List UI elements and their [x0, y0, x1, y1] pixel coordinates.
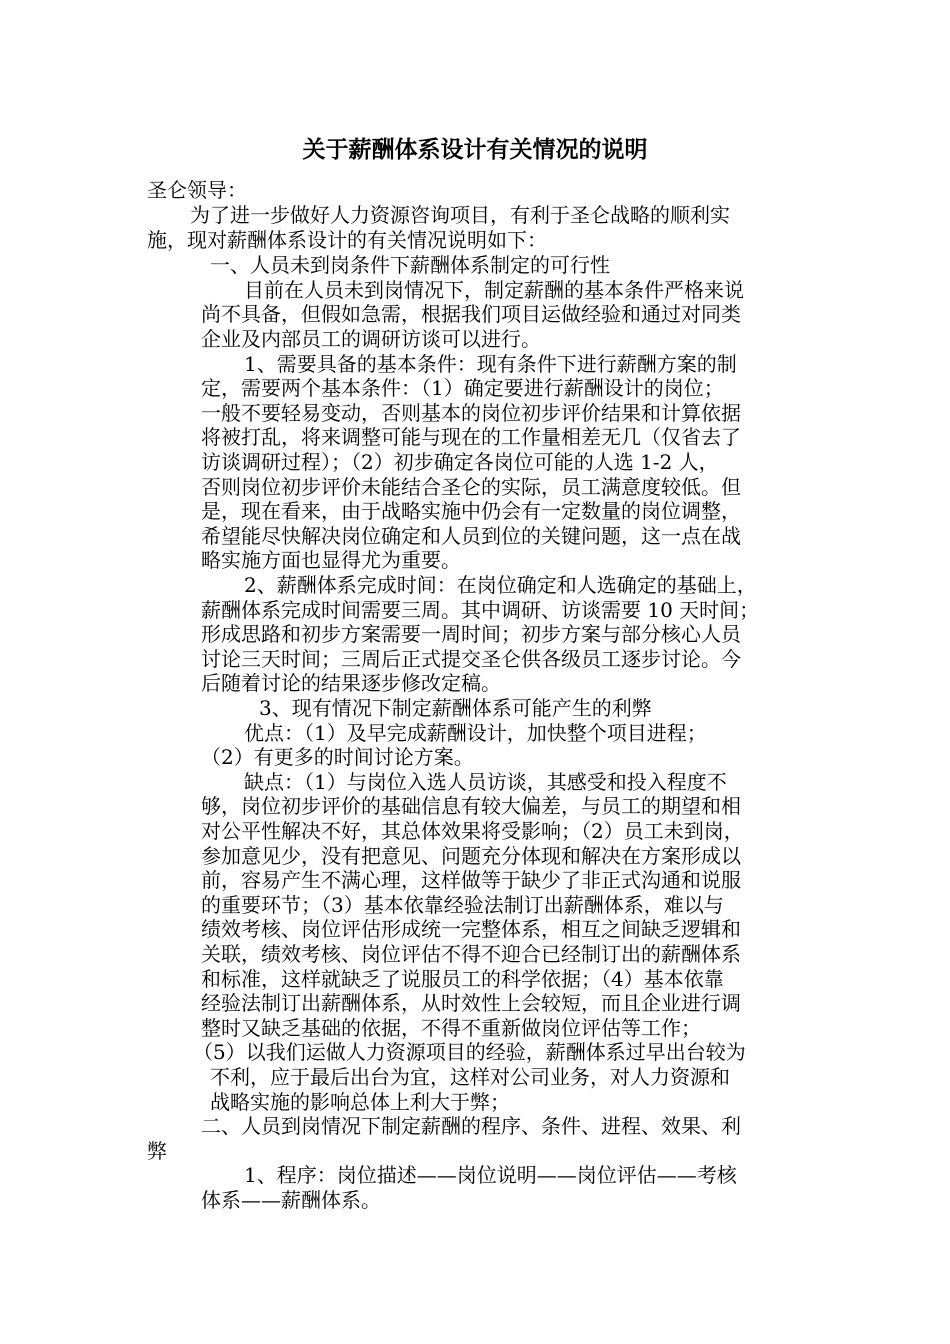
section-heading-2-continued: 弊	[147, 1139, 167, 1163]
paragraph-line: 不利，应于最后出台为宜，这样对公司业务，对人力资源和	[210, 1065, 730, 1089]
paragraph-line: 为了进一步做好人力资源咨询项目，有利于圣仑战略的顺利实	[190, 203, 730, 227]
paragraph-line: 缺点：（1）与岗位入选人员访谈，其感受和投入程度不	[244, 770, 727, 794]
paragraph-line: 够，岗位初步评价的基础信息有较大偏差，与员工的期望和相	[201, 794, 741, 818]
paragraph-line: 前，容易产生不满心理，这样做等于缺少了非正式沟通和说服	[201, 868, 741, 892]
paragraph-line: 的重要环节；（3）基本依靠经验法制订出薪酬体系，难以与	[201, 893, 724, 917]
paragraph-line: 是，现在看来，由于战略实施中仍会有一定数量的岗位调整，	[201, 499, 741, 523]
paragraph-line: 2、薪酬体系完成时间：在岗位确定和人选确定的基础上，	[244, 573, 757, 597]
paragraph-line: 希望能尽快解决岗位确定和人员到位的关键问题，这一点在战	[201, 524, 741, 548]
paragraph-line: 讨论三天时间；三周后正式提交圣仑供各级员工逐步讨论。今	[201, 647, 741, 671]
section-heading-1: 一、人员未到岗条件下薪酬体系制定的可行性	[210, 253, 610, 277]
paragraph-line: 将被打乱，将来调整可能与现在的工作量相差无几（仅省去了	[201, 425, 741, 449]
paragraph-line: 经验法制订出薪酬体系，从时效性上会较短，而且企业进行调	[201, 991, 741, 1015]
subsection-heading: 3、现有情况下制定薪酬体系可能产生的利弊	[259, 696, 652, 720]
paragraph-line: （2）有更多的时间讨论方案。	[201, 745, 474, 769]
paragraph-line: 战略实施的影响总体上利大于弊；	[210, 1090, 510, 1114]
section-heading-2: 二、人员到岗情况下制定薪酬的程序、条件、进程、效果、利	[201, 1114, 741, 1138]
paragraph-line: 1、程序：岗位描述——岗位说明——岗位评估——考核	[244, 1163, 737, 1187]
paragraph-line: 访谈调研过程）；（2）初步确定各岗位可能的人选 1-2 人，	[201, 450, 719, 474]
paragraph-line: 整时又缺乏基础的依据，不得不重新做岗位评估等工作；	[201, 1016, 701, 1040]
paragraph-line: 1、需要具备的基本条件：现有条件下进行薪酬方案的制	[244, 352, 737, 376]
paragraph-line: 尚不具备，但假如急需，根据我们项目运做经验和通过对同类	[201, 302, 741, 326]
paragraph-line: 体系——薪酬体系。	[201, 1188, 381, 1212]
paragraph-line: 企业及内部员工的调研访谈可以进行。	[201, 327, 541, 351]
paragraph-line: 后随着讨论的结果逐步修改定稿。	[201, 671, 501, 695]
paragraph-line: 略实施方面也显得尤为重要。	[201, 548, 461, 572]
salutation: 圣仑领导：	[147, 178, 247, 202]
paragraph-line: 关联，绩效考核、岗位评估不得不迎合已经制订出的薪酬体系	[201, 942, 741, 966]
paragraph-line: 对公平性解决不好，其总体效果将受影响；（2）员工未到岗，	[201, 819, 744, 843]
paragraph-line: 定，需要两个基本条件：（1）确定要进行薪酬设计的岗位；	[201, 376, 724, 400]
paragraph-line: 否则岗位初步评价未能结合圣仑的实际，员工满意度较低。但	[201, 475, 741, 499]
paragraph-line: 绩效考核、岗位评估形成统一完整体系，相互之间缺乏逻辑和	[201, 917, 741, 941]
paragraph-line: 参加意见少，没有把意见、问题充分体现和解决在方案形成以	[201, 844, 741, 868]
paragraph-line: 和标准，这样就缺乏了说服员工的科学依据；（4）基本依靠	[201, 967, 724, 991]
paragraph-line: 目前在人员未到岗情况下，制定薪酬的基本条件严格来说	[244, 278, 744, 302]
document-title: 关于薪酬体系设计有关情况的说明	[302, 137, 648, 163]
paragraph-line: 施，现对薪酬体系设计的有关情况说明如下：	[147, 228, 547, 252]
paragraph-line: 一般不要轻易变动，否则基本的岗位初步评价结果和计算依据	[201, 401, 741, 425]
paragraph-line: 优点：（1）及早完成薪酬设计，加快整个项目进程；	[244, 721, 707, 745]
paragraph-line: 薪酬体系完成时间需要三周。其中调研、访谈需要 10 天时间；	[201, 598, 760, 622]
paragraph-line: 形成思路和初步方案需要一周时间；初步方案与部分核心人员	[201, 622, 741, 646]
paragraph-line: （5）以我们运做人力资源项目的经验，薪酬体系过早出台较为	[193, 1040, 746, 1064]
